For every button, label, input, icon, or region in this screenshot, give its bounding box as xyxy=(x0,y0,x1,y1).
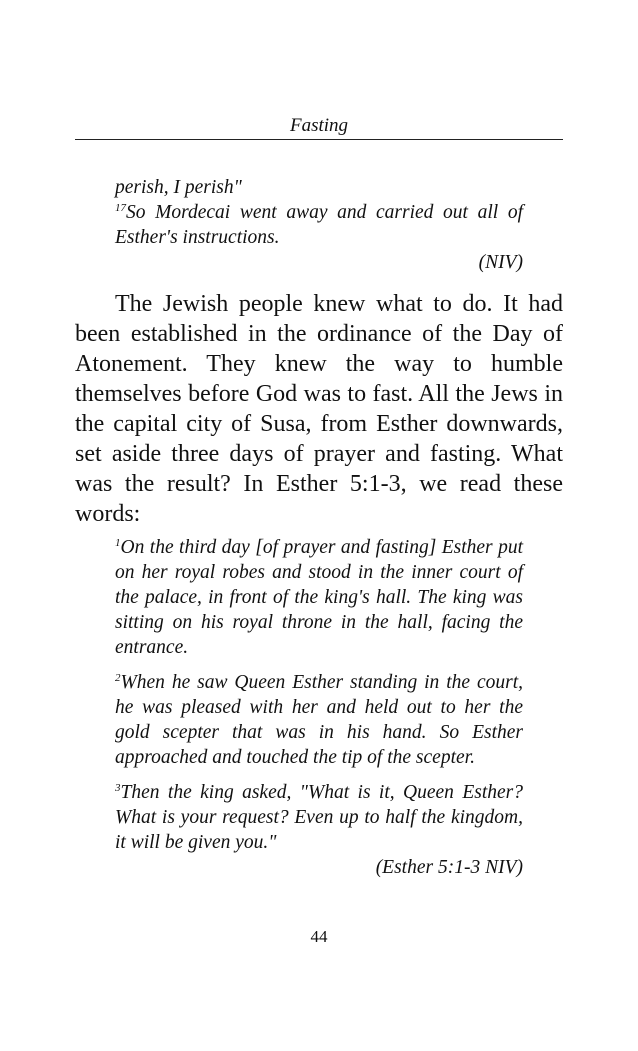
quote-reference: (NIV) xyxy=(478,252,523,273)
verse-3 xyxy=(115,780,523,855)
verse-text: When he saw Queen Esther standing in the court, he was pleased with her and held out to her the gold scepter that was in his hand. So Esther approached and touched the tip of the scepter. xyxy=(115,672,523,768)
verse-number: 1 xyxy=(115,537,121,549)
verse-1 xyxy=(115,535,523,660)
verse-17 xyxy=(115,200,523,250)
verse-text: So Mordecai went away and carried out all of Esther's instructions. xyxy=(115,202,523,248)
verse-text: On the third day [of prayer and fasting] Esther put on her royal robes and stood in the inner court of the palace, in front of the king's hall. The king was sitting on his royal throne in the hall, facing the entrance. xyxy=(115,537,523,658)
verse-number: 2 xyxy=(115,672,121,684)
quote-reference: (Esther 5:1-3 NIV) xyxy=(375,857,523,878)
verse-number: 3 xyxy=(115,782,121,794)
quote-line-continued: perish, I perish" xyxy=(115,177,242,198)
body-paragraph: The Jewish people knew what to do. It had been established in the ordinance of the Day of Atonement. They knew the way to humble themselves before God was to fast. All the Jews in the capital city of Susa, from Esther downwards, set aside three days of prayer and fasting. What was the result? In Esther 5:1-3, we read these words: xyxy=(75,291,563,527)
header-rule xyxy=(75,139,563,140)
block-quote-esther-4 xyxy=(115,175,523,275)
verse-2 xyxy=(115,670,523,770)
verse-number: 17 xyxy=(115,202,126,214)
block-quote-esther-5 xyxy=(115,535,523,880)
page-number: 44 xyxy=(310,927,328,946)
running-head-title: Fasting xyxy=(289,115,349,136)
verse-text: Then the king asked, "What is it, Queen Esther? What is your request? Even up to half the kingdom, it will be given you." xyxy=(115,782,523,853)
